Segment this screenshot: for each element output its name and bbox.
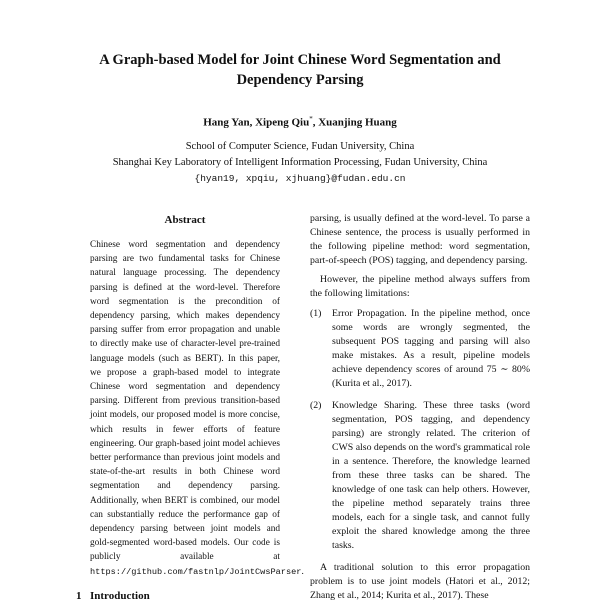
list-item-text: Error Propagation. In the pipeline method, once some words are wrongly segmented, the subsequent POS tagging and parsing will also make mistakes. As a result, pipeline models achieve dependency scores of around 75 ∼ 80% (Kurita et al., 2017). xyxy=(332,308,530,389)
author-emails: {hyan19, xpqiu, xjhuang}@fudan.edu.cn xyxy=(194,173,406,184)
code-url-link[interactable]: https://github.com/fastnlp/JointCwsParser xyxy=(90,566,302,577)
affiliations xyxy=(0,139,600,187)
author-list xyxy=(0,115,600,129)
authors-part-2: , Xuanjing Huang xyxy=(312,116,397,129)
abstract-heading: Abstract xyxy=(164,214,206,226)
paper-title: A Graph-based Model for Joint Chinese Word Segmentation and Dependency Parsing xyxy=(99,52,501,88)
list-item-number: (2) xyxy=(310,400,322,411)
list-item-number: (1) xyxy=(310,308,322,319)
paragraph-1: parsing, is usually defined at the word-level. To parse a Chinese sentence, the process is usually performed in the following pipeline method: word segmentation, part-of-speech (POS) tagging, and dependency parsing. xyxy=(310,213,530,266)
authors-part-1: Hang Yan, Xipeng Qiu xyxy=(203,116,310,129)
list-item-text: Knowledge Sharing. These three tasks (word segmentation, POS tagging, and dependency parsing) are strongly related. The criterion of CWS also depends on the word's grammatical role in a sentence. Therefore, the knowledge learned from these three tasks can be shared. The knowledge of one task can help others. However, the pipeline method separately trains three models, each for a single task, and cannot fully exploit the shared knowledge among the three tasks. xyxy=(332,400,530,551)
abstract-text-end: . xyxy=(301,566,304,577)
affiliation-1: School of Computer Science, Fudan University, China xyxy=(185,141,415,152)
section-number: 1 xyxy=(76,590,82,602)
list-item xyxy=(310,399,530,553)
paragraph-2: However, the pipeline method always suffers from the following limitations: xyxy=(310,274,530,299)
abstract-text: Chinese word segmentation and dependency parsing are two fundamental tasks for Chinese natural language processing. The dependency parsing is defined at the word-level. Therefore word segmentation is the precondition of dependency parsing, which makes dependency parsing suffer from error propagation and unable to directly make use of character-level pre-trained language models (such as BERT). In this paper, we propose a graph-based model to integrate Chinese word segmentation and dependency parsing. Different from previous transition-based joint models, our proposed model is more concise, which results in fewer efforts of feature engineering. Our graph-based joint model achieves better performance than previous joint models and state-of-the-art results in both Chinese word segmentation and dependency parsing. Additionally, when BERT is combined, our model can substantially reduce the performance gap of dependency parsing between joint models and gold-segmented word-based models. Our code is publicly available at xyxy=(90,240,281,563)
section-heading-introduction xyxy=(76,590,150,602)
section-title: Introduction xyxy=(90,590,150,602)
corresponding-author-mark: * xyxy=(309,115,313,123)
right-column xyxy=(310,212,530,608)
abstract-body xyxy=(90,238,304,579)
paragraph-3: A traditional solution to this error propagation problem is to use joint models (Hatori et al., 2012; Zhang et al., 2014; Kurita et al., 2017). These xyxy=(310,562,530,601)
affiliation-2: Shanghai Key Laboratory of Intelligent Information Processing, Fudan University, China xyxy=(112,157,488,168)
list-item xyxy=(310,307,530,391)
